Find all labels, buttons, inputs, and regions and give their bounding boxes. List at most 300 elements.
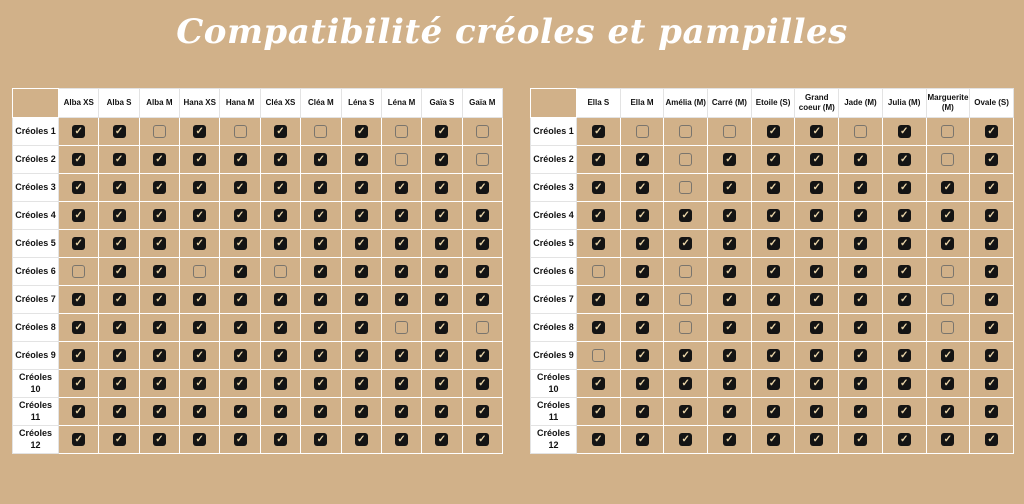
compatibility-checkbox[interactable] <box>592 181 605 194</box>
compatibility-checkbox[interactable] <box>723 405 736 418</box>
compatibility-checkbox[interactable] <box>985 377 998 390</box>
check-icon: ✓ <box>276 125 285 137</box>
compatibility-checkbox[interactable] <box>193 181 206 194</box>
compatibility-checkbox[interactable] <box>395 265 408 278</box>
row-label: Créoles 5 <box>531 230 577 258</box>
compatibility-checkbox[interactable] <box>72 321 85 334</box>
compatibility-checkbox[interactable] <box>234 377 247 390</box>
compatibility-checkbox[interactable] <box>767 237 780 250</box>
compatibility-checkbox[interactable] <box>153 349 166 362</box>
compatibility-checkbox[interactable] <box>679 237 692 250</box>
compatibility-checkbox[interactable] <box>810 405 823 418</box>
compatibility-checkbox[interactable] <box>941 321 954 334</box>
compatibility-checkbox[interactable] <box>636 125 649 138</box>
compatibility-checkbox[interactable] <box>679 293 692 306</box>
compatibility-checkbox[interactable] <box>476 125 489 138</box>
compatibility-checkbox[interactable] <box>435 377 448 390</box>
matrix-cell <box>708 230 752 258</box>
compatibility-checkbox[interactable] <box>355 237 368 250</box>
compatibility-checkbox[interactable] <box>810 293 823 306</box>
compatibility-checkbox[interactable] <box>72 209 85 222</box>
compatibility-checkbox[interactable] <box>395 153 408 166</box>
compatibility-checkbox[interactable] <box>941 125 954 138</box>
compatibility-checkbox[interactable] <box>153 125 166 138</box>
compatibility-checkbox[interactable] <box>72 433 85 446</box>
compatibility-checkbox[interactable] <box>476 265 489 278</box>
compatibility-checkbox[interactable] <box>314 265 327 278</box>
compatibility-checkbox[interactable] <box>72 293 85 306</box>
compatibility-checkbox[interactable] <box>636 181 649 194</box>
compatibility-checkbox[interactable] <box>274 153 287 166</box>
compatibility-checkbox[interactable] <box>476 377 489 390</box>
compatibility-checkbox[interactable] <box>476 209 489 222</box>
matrix-cell <box>577 258 621 286</box>
matrix-cell <box>926 258 970 286</box>
compatibility-checkbox[interactable] <box>153 237 166 250</box>
compatibility-checkbox[interactable] <box>767 153 780 166</box>
compatibility-checkbox[interactable] <box>898 125 911 138</box>
compatibility-checkbox[interactable] <box>153 153 166 166</box>
check-icon: ✓ <box>987 265 996 277</box>
compatibility-checkbox[interactable] <box>941 153 954 166</box>
check-icon: ✓ <box>195 321 204 333</box>
compatibility-checkbox[interactable] <box>395 405 408 418</box>
compatibility-checkbox[interactable] <box>153 321 166 334</box>
compatibility-checkbox[interactable] <box>234 237 247 250</box>
compatibility-checkbox[interactable] <box>767 405 780 418</box>
table-row <box>13 174 503 202</box>
compatibility-checkbox[interactable] <box>355 125 368 138</box>
compatibility-checkbox[interactable] <box>113 125 126 138</box>
compatibility-checkbox[interactable] <box>274 209 287 222</box>
compatibility-checkbox[interactable] <box>234 433 247 446</box>
compatibility-checkbox[interactable] <box>153 209 166 222</box>
matrix-cell <box>926 174 970 202</box>
compatibility-checkbox[interactable] <box>113 377 126 390</box>
compatibility-checkbox[interactable] <box>395 125 408 138</box>
compatibility-checkbox[interactable] <box>592 237 605 250</box>
compatibility-checkbox[interactable] <box>985 405 998 418</box>
compatibility-checkbox[interactable] <box>941 237 954 250</box>
compatibility-checkbox[interactable] <box>723 237 736 250</box>
table-row <box>531 230 1014 258</box>
compatibility-checkbox[interactable] <box>113 321 126 334</box>
compatibility-checkbox[interactable] <box>941 349 954 362</box>
compatibility-checkbox[interactable] <box>274 265 287 278</box>
compatibility-checkbox[interactable] <box>274 237 287 250</box>
matrix-cell <box>422 370 462 398</box>
compatibility-checkbox[interactable] <box>395 293 408 306</box>
check-icon: ✓ <box>235 293 245 305</box>
compatibility-checkbox[interactable] <box>723 321 736 334</box>
compatibility-checkbox[interactable] <box>193 125 206 138</box>
matrix-cell <box>795 342 839 370</box>
compatibility-checkbox[interactable] <box>476 349 489 362</box>
compatibility-checkbox[interactable] <box>636 209 649 222</box>
compatibility-checkbox[interactable] <box>985 349 998 362</box>
compatibility-checkbox[interactable] <box>153 433 166 446</box>
compatibility-checkbox[interactable] <box>723 181 736 194</box>
compatibility-checkbox[interactable] <box>592 153 605 166</box>
compatibility-checkbox[interactable] <box>193 349 206 362</box>
compatibility-checkbox[interactable] <box>723 209 736 222</box>
check-icon: ✓ <box>594 125 603 137</box>
compatibility-checkbox[interactable] <box>314 349 327 362</box>
compatibility-checkbox[interactable] <box>355 433 368 446</box>
compatibility-checkbox[interactable] <box>854 209 867 222</box>
compatibility-checkbox[interactable] <box>193 209 206 222</box>
compatibility-checkbox[interactable] <box>193 405 206 418</box>
check-icon: ✓ <box>195 433 204 445</box>
matrix-cell <box>381 230 421 258</box>
compatibility-checkbox[interactable] <box>153 377 166 390</box>
compatibility-checkbox[interactable] <box>679 181 692 194</box>
compatibility-checkbox[interactable] <box>898 321 911 334</box>
compatibility-checkbox[interactable] <box>898 377 911 390</box>
compatibility-checkbox[interactable] <box>592 377 605 390</box>
compatibility-checkbox[interactable] <box>355 265 368 278</box>
compatibility-checkbox[interactable] <box>274 377 287 390</box>
compatibility-checkbox[interactable] <box>767 209 780 222</box>
compatibility-checkbox[interactable] <box>113 237 126 250</box>
compatibility-checkbox[interactable] <box>476 181 489 194</box>
compatibility-checkbox[interactable] <box>985 237 998 250</box>
compatibility-checkbox[interactable] <box>636 377 649 390</box>
compatibility-checkbox[interactable] <box>274 405 287 418</box>
compatibility-checkbox[interactable] <box>723 433 736 446</box>
compatibility-checkbox[interactable] <box>985 153 998 166</box>
compatibility-checkbox[interactable] <box>314 293 327 306</box>
compatibility-checkbox[interactable] <box>941 209 954 222</box>
compatibility-checkbox[interactable] <box>234 265 247 278</box>
compatibility-checkbox[interactable] <box>810 321 823 334</box>
compatibility-checkbox[interactable] <box>854 237 867 250</box>
compatibility-checkbox[interactable] <box>985 321 998 334</box>
compatibility-checkbox[interactable] <box>636 321 649 334</box>
compatibility-checkbox[interactable] <box>592 293 605 306</box>
compatibility-checkbox[interactable] <box>985 209 998 222</box>
compatibility-checkbox[interactable] <box>723 153 736 166</box>
compatibility-checkbox[interactable] <box>314 433 327 446</box>
check-icon: ✓ <box>114 377 124 389</box>
compatibility-checkbox[interactable] <box>234 349 247 362</box>
compatibility-checkbox[interactable] <box>854 433 867 446</box>
compatibility-checkbox[interactable] <box>113 265 126 278</box>
compatibility-checkbox[interactable] <box>985 293 998 306</box>
compatibility-checkbox[interactable] <box>274 433 287 446</box>
compatibility-checkbox[interactable] <box>476 321 489 334</box>
compatibility-checkbox[interactable] <box>113 433 126 446</box>
compatibility-checkbox[interactable] <box>72 125 85 138</box>
matrix-cell <box>577 342 621 370</box>
compatibility-checkbox[interactable] <box>723 265 736 278</box>
compatibility-checkbox[interactable] <box>941 265 954 278</box>
compatibility-checkbox[interactable] <box>854 377 867 390</box>
compatibility-checkbox[interactable] <box>985 433 998 446</box>
compatibility-checkbox[interactable] <box>854 293 867 306</box>
compatibility-checkbox[interactable] <box>435 125 448 138</box>
matrix-cell <box>220 286 260 314</box>
compatibility-checkbox[interactable] <box>898 405 911 418</box>
compatibility-checkbox[interactable] <box>395 321 408 334</box>
compatibility-checkbox[interactable] <box>113 405 126 418</box>
compatibility-checkbox[interactable] <box>274 293 287 306</box>
compatibility-checkbox[interactable] <box>355 181 368 194</box>
compatibility-checkbox[interactable] <box>234 293 247 306</box>
check-icon: ✓ <box>437 377 447 389</box>
compatibility-checkbox[interactable] <box>810 153 823 166</box>
compatibility-checkbox[interactable] <box>854 125 867 138</box>
compatibility-checkbox[interactable] <box>679 321 692 334</box>
compatibility-checkbox[interactable] <box>234 321 247 334</box>
matrix-cell <box>664 146 708 174</box>
compatibility-checkbox[interactable] <box>113 209 126 222</box>
compatibility-checkbox[interactable] <box>767 125 780 138</box>
compatibility-checkbox[interactable] <box>476 237 489 250</box>
compatibility-checkbox[interactable] <box>810 377 823 390</box>
matrix-cell <box>795 370 839 398</box>
compatibility-checkbox[interactable] <box>898 349 911 362</box>
compatibility-checkbox[interactable] <box>395 181 408 194</box>
compatibility-checkbox[interactable] <box>854 181 867 194</box>
compatibility-checkbox[interactable] <box>636 405 649 418</box>
compatibility-checkbox[interactable] <box>767 181 780 194</box>
compatibility-checkbox[interactable] <box>636 293 649 306</box>
compatibility-checkbox[interactable] <box>314 181 327 194</box>
compatibility-checkbox[interactable] <box>234 405 247 418</box>
compatibility-checkbox[interactable] <box>985 265 998 278</box>
compatibility-checkbox[interactable] <box>854 153 867 166</box>
compatibility-checkbox[interactable] <box>395 237 408 250</box>
compatibility-checkbox[interactable] <box>810 237 823 250</box>
compatibility-checkbox[interactable] <box>476 405 489 418</box>
compatibility-checkbox[interactable] <box>767 433 780 446</box>
row-label: Créoles 1 <box>531 118 577 146</box>
compatibility-checkbox[interactable] <box>810 433 823 446</box>
matrix-cell <box>795 258 839 286</box>
compatibility-checkbox[interactable] <box>193 153 206 166</box>
row-label: Créoles 10 <box>13 370 59 398</box>
compatibility-checkbox[interactable] <box>355 321 368 334</box>
compatibility-checkbox[interactable] <box>72 153 85 166</box>
compatibility-checkbox[interactable] <box>193 293 206 306</box>
compatibility-checkbox[interactable] <box>941 433 954 446</box>
compatibility-checkbox[interactable] <box>854 321 867 334</box>
compatibility-checkbox[interactable] <box>314 377 327 390</box>
compatibility-checkbox[interactable] <box>435 293 448 306</box>
compatibility-checkbox[interactable] <box>476 293 489 306</box>
compatibility-checkbox[interactable] <box>234 153 247 166</box>
compatibility-checkbox[interactable] <box>723 349 736 362</box>
compatibility-checkbox[interactable] <box>355 293 368 306</box>
column-header: Cléa XS <box>260 89 300 118</box>
compatibility-checkbox[interactable] <box>435 265 448 278</box>
compatibility-checkbox[interactable] <box>810 349 823 362</box>
compatibility-checkbox[interactable] <box>435 181 448 194</box>
compatibility-checkbox[interactable] <box>723 293 736 306</box>
compatibility-checkbox[interactable] <box>854 265 867 278</box>
compatibility-checkbox[interactable] <box>767 349 780 362</box>
compatibility-checkbox[interactable] <box>274 349 287 362</box>
compatibility-checkbox[interactable] <box>193 237 206 250</box>
compatibility-checkbox[interactable] <box>153 181 166 194</box>
compatibility-checkbox[interactable] <box>476 433 489 446</box>
compatibility-checkbox[interactable] <box>234 181 247 194</box>
check-icon: ✓ <box>768 349 778 361</box>
compatibility-checkbox[interactable] <box>72 237 85 250</box>
compatibility-checkbox[interactable] <box>592 433 605 446</box>
matrix-cell <box>260 174 300 202</box>
compatibility-checkbox[interactable] <box>274 321 287 334</box>
compatibility-checkbox[interactable] <box>113 349 126 362</box>
compatibility-checkbox[interactable] <box>193 433 206 446</box>
matrix-cell <box>59 146 99 174</box>
compatibility-checkbox[interactable] <box>72 265 85 278</box>
matrix-cell <box>301 426 341 454</box>
compatibility-checkbox[interactable] <box>679 209 692 222</box>
compatibility-checkbox[interactable] <box>314 153 327 166</box>
compatibility-checkbox[interactable] <box>193 377 206 390</box>
compatibility-checkbox[interactable] <box>679 433 692 446</box>
compatibility-checkbox[interactable] <box>941 377 954 390</box>
compatibility-checkbox[interactable] <box>476 153 489 166</box>
matrix-cell <box>970 370 1014 398</box>
compatibility-checkbox[interactable] <box>941 405 954 418</box>
compatibility-checkbox[interactable] <box>72 405 85 418</box>
compatibility-checkbox[interactable] <box>810 265 823 278</box>
compatibility-checkbox[interactable] <box>355 153 368 166</box>
compatibility-checkbox[interactable] <box>435 209 448 222</box>
compatibility-checkbox[interactable] <box>314 237 327 250</box>
compatibility-checkbox[interactable] <box>592 265 605 278</box>
compatibility-checkbox[interactable] <box>679 153 692 166</box>
matrix-cell <box>381 146 421 174</box>
matrix-cell <box>708 426 752 454</box>
compatibility-checkbox[interactable] <box>636 349 649 362</box>
table-row <box>531 342 1014 370</box>
compatibility-checkbox[interactable] <box>592 125 605 138</box>
matrix-cell <box>839 174 883 202</box>
compatibility-checkbox[interactable] <box>113 153 126 166</box>
compatibility-checkbox[interactable] <box>985 181 998 194</box>
compatibility-checkbox[interactable] <box>679 405 692 418</box>
compatibility-checkbox[interactable] <box>355 209 368 222</box>
compatibility-checkbox[interactable] <box>636 265 649 278</box>
compatibility-checkbox[interactable] <box>72 377 85 390</box>
compatibility-checkbox[interactable] <box>314 125 327 138</box>
matrix-cell <box>664 426 708 454</box>
compatibility-checkbox[interactable] <box>679 349 692 362</box>
check-icon: ✓ <box>812 433 821 445</box>
compatibility-checkbox[interactable] <box>355 405 368 418</box>
compatibility-checkbox[interactable] <box>193 265 206 278</box>
compatibility-checkbox[interactable] <box>898 293 911 306</box>
compatibility-checkbox[interactable] <box>767 265 780 278</box>
check-icon: ✓ <box>155 237 164 249</box>
compatibility-checkbox[interactable] <box>153 405 166 418</box>
compatibility-checkbox[interactable] <box>898 433 911 446</box>
compatibility-checkbox[interactable] <box>153 265 166 278</box>
compatibility-checkbox[interactable] <box>679 265 692 278</box>
compatibility-checkbox[interactable] <box>234 209 247 222</box>
compatibility-checkbox[interactable] <box>113 181 126 194</box>
column-header: Julia (M) <box>882 89 926 118</box>
compatibility-checkbox[interactable] <box>274 181 287 194</box>
compatibility-checkbox[interactable] <box>898 153 911 166</box>
compatibility-checkbox[interactable] <box>153 293 166 306</box>
compatibility-checkbox[interactable] <box>898 237 911 250</box>
compatibility-checkbox[interactable] <box>435 405 448 418</box>
compatibility-checkbox[interactable] <box>679 125 692 138</box>
compatibility-checkbox[interactable] <box>767 321 780 334</box>
compatibility-checkbox[interactable] <box>854 349 867 362</box>
compatibility-checkbox[interactable] <box>314 321 327 334</box>
compatibility-checkbox[interactable] <box>592 209 605 222</box>
compatibility-checkbox[interactable] <box>898 181 911 194</box>
compatibility-checkbox[interactable] <box>636 237 649 250</box>
compatibility-checkbox[interactable] <box>395 209 408 222</box>
matrix-cell <box>381 370 421 398</box>
matrix-cell <box>99 230 139 258</box>
compatibility-checkbox[interactable] <box>72 181 85 194</box>
check-icon: ✓ <box>155 293 164 305</box>
row-label: Créoles 5 <box>13 230 59 258</box>
compatibility-checkbox[interactable] <box>810 125 823 138</box>
matrix-cell <box>664 398 708 426</box>
compatibility-checkbox[interactable] <box>723 377 736 390</box>
matrix-cell <box>926 426 970 454</box>
compatibility-checkbox[interactable] <box>274 125 287 138</box>
compatibility-checkbox[interactable] <box>810 181 823 194</box>
compatibility-checkbox[interactable] <box>395 433 408 446</box>
compatibility-checkbox[interactable] <box>810 209 823 222</box>
compatibility-checkbox[interactable] <box>592 349 605 362</box>
compatibility-checkbox[interactable] <box>395 349 408 362</box>
compatibility-checkbox[interactable] <box>941 293 954 306</box>
compatibility-checkbox[interactable] <box>72 349 85 362</box>
compatibility-checkbox[interactable] <box>435 321 448 334</box>
compatibility-checkbox[interactable] <box>234 125 247 138</box>
compatibility-checkbox[interactable] <box>193 321 206 334</box>
compatibility-checkbox[interactable] <box>113 293 126 306</box>
compatibility-checkbox[interactable] <box>435 153 448 166</box>
compatibility-checkbox[interactable] <box>435 349 448 362</box>
compatibility-checkbox[interactable] <box>723 125 736 138</box>
compatibility-checkbox[interactable] <box>854 405 867 418</box>
compatibility-checkbox[interactable] <box>435 237 448 250</box>
compatibility-checkbox[interactable] <box>395 377 408 390</box>
compatibility-checkbox[interactable] <box>636 433 649 446</box>
compatibility-checkbox[interactable] <box>314 405 327 418</box>
compatibility-checkbox[interactable] <box>592 405 605 418</box>
compatibility-checkbox[interactable] <box>355 377 368 390</box>
compatibility-checkbox[interactable] <box>767 377 780 390</box>
compatibility-checkbox[interactable] <box>767 293 780 306</box>
compatibility-checkbox[interactable] <box>898 209 911 222</box>
compatibility-checkbox[interactable] <box>636 153 649 166</box>
compatibility-checkbox[interactable] <box>355 349 368 362</box>
compatibility-checkbox[interactable] <box>941 181 954 194</box>
compatibility-checkbox[interactable] <box>679 377 692 390</box>
check-icon: ✓ <box>943 181 953 193</box>
compatibility-checkbox[interactable] <box>985 125 998 138</box>
check-icon: ✓ <box>114 405 124 417</box>
compatibility-checkbox[interactable] <box>314 209 327 222</box>
compatibility-checkbox[interactable] <box>898 265 911 278</box>
check-icon: ✓ <box>397 237 406 249</box>
compatibility-checkbox[interactable] <box>435 433 448 446</box>
compatibility-checkbox[interactable] <box>592 321 605 334</box>
